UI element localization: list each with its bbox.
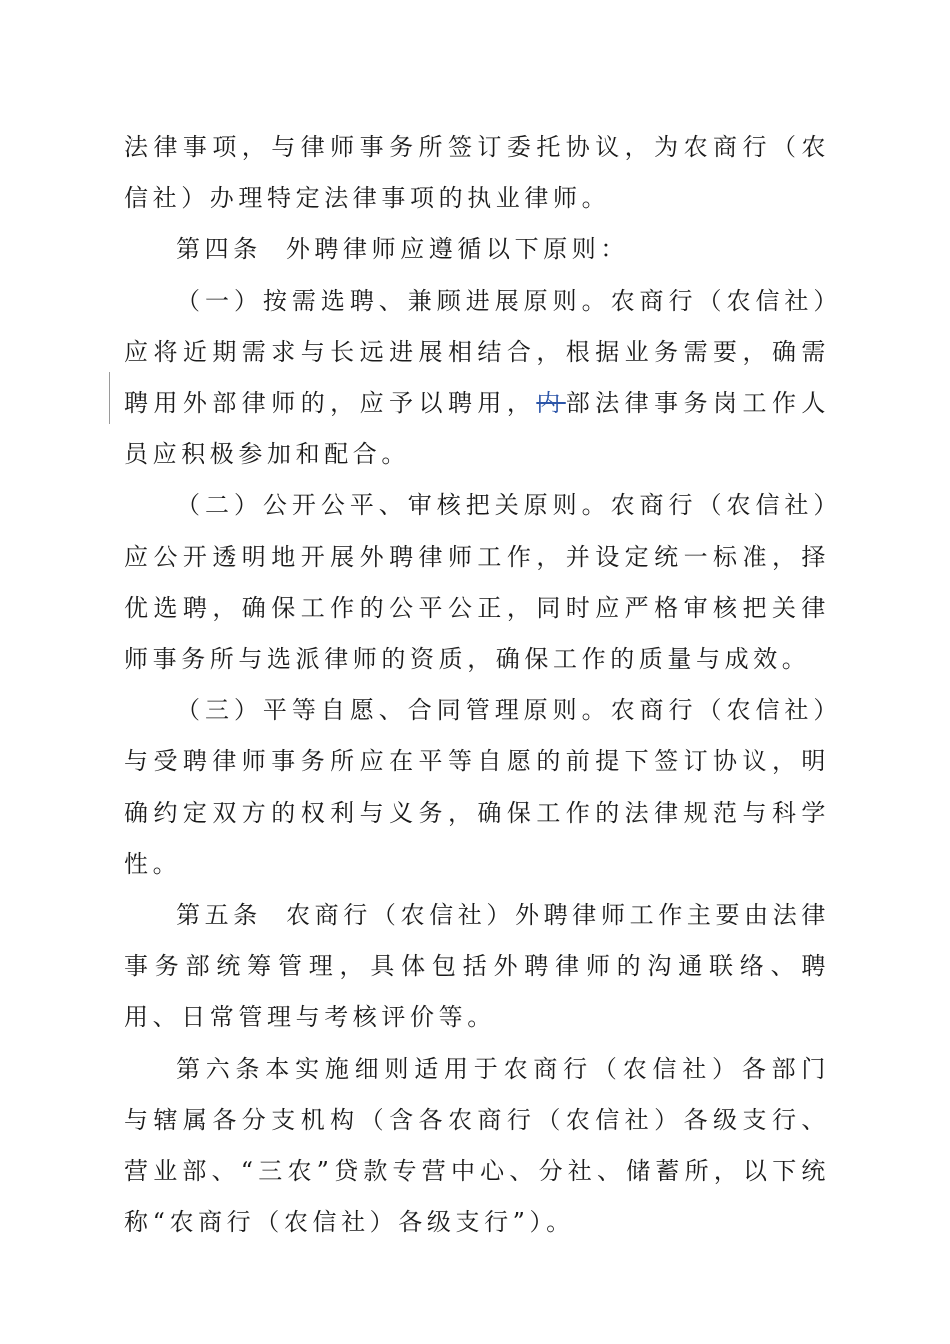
paragraph-continuation: 法律事项，与律师事务所签订委托协议，为农商行（农信社）办理特定法律事项的执业律师。 bbox=[124, 133, 830, 213]
article-5 bbox=[124, 890, 830, 1044]
principle-2: （二）公开公平、审核把关原则。农商行（农信社）应公开透明地开展外聘律师工作，并设定统一标准，择优选聘，确保工作的公平公正，同时应严格审核把关律师事务所与选派律师的资质，确保工作的质量与成效。 bbox=[124, 491, 830, 674]
principle-1-text-after: 部法律事务岗工作人员应积极参加和配合。 bbox=[124, 389, 830, 469]
article-6 bbox=[124, 1044, 830, 1249]
principle-1 bbox=[124, 276, 830, 481]
deleted-revision-text: 内 bbox=[536, 389, 566, 418]
article-6-text: 本实施细则适用于农商行（农信社）各部门与辖属各分支机构（含各农商行（农信社）各级支行、营业部、“三农”贷款专营中心、分社、储蓄所，以下统称“农商行（农信社）各级支行”）。 bbox=[124, 1054, 830, 1237]
article-6-heading: 第六条 bbox=[176, 1054, 266, 1083]
article-4-heading: 第四条 bbox=[176, 235, 262, 264]
principle-1-text-before: （一）按需选聘、兼顾进展原则。农商行（农信社）应将近期需求与长远进展相结合，根据业务需要，确需聘用外部律师的，应予以聘用， bbox=[124, 286, 830, 418]
article-5-text: 农商行（农信社）外聘律师工作主要由法律事务部统筹管理，具体包括外聘律师的沟通联络、聘用、日常管理与考核评价等。 bbox=[124, 901, 830, 1032]
article-4 bbox=[124, 224, 830, 275]
document-body bbox=[124, 122, 830, 1248]
article-4-text: 外聘律师应遵循以下原则： bbox=[285, 235, 630, 264]
principle-3: （三）平等自愿、合同管理原则。农商行（农信社）与受聘律师事务所应在平等自愿的前提下签订协议，明确约定双方的权利与义务，确保工作的法律规范与科学性。 bbox=[124, 696, 830, 878]
revision-change-bar bbox=[109, 372, 110, 424]
article-5-heading: 第五条 bbox=[176, 901, 262, 930]
